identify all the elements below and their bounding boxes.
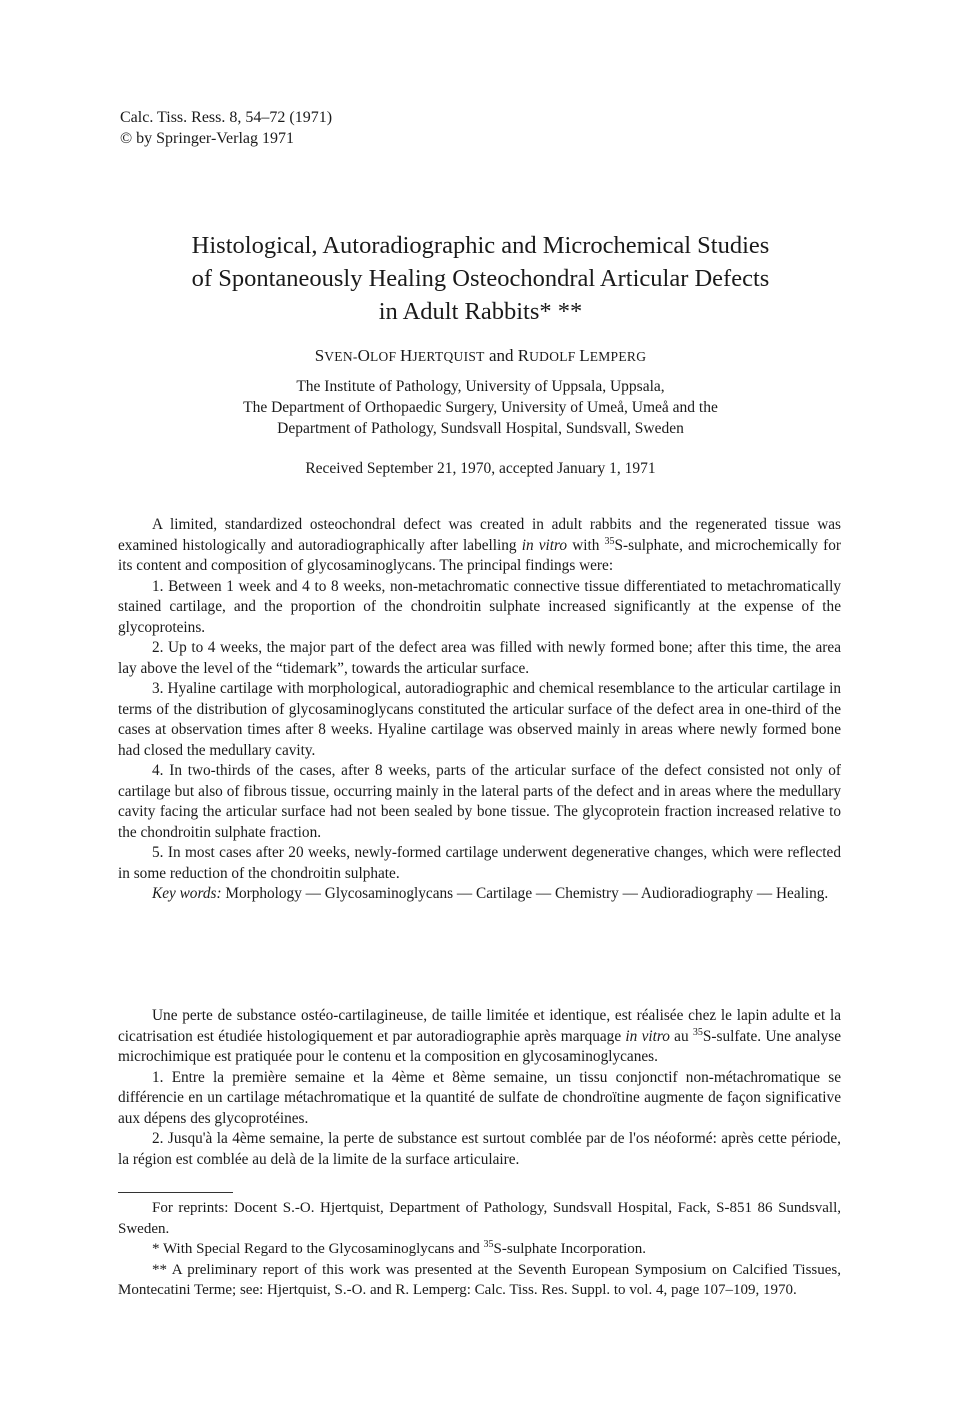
title-line-2: of Spontaneously Healing Osteochondral Articular Defects bbox=[191, 265, 770, 292]
author-1-first: VEN- bbox=[324, 349, 358, 364]
intro-text-a: A limited, standardized osteochondral defect was created in adult rabbits and the regenerated tissue was examined histologically and autoradiographically after labelling bbox=[118, 516, 841, 554]
finding-4: 4. In two-thirds of the cases, after 8 weeks, parts of the articular surface of the defect consisted not only of cartilage but also of fibrous tissue, occurring mainly in the lateral parts of the defect and in areas where the medullary cavity facing the articular surface had not been sealed by bone tissue. The glycoprotein fraction increased relative to the chondroitin sulphate fraction. bbox=[118, 762, 841, 841]
received-dates: Received September 21, 1970, accepted January 1, 1971 bbox=[305, 460, 656, 477]
footnote-superscript: 35 bbox=[483, 1239, 494, 1250]
finding-5: 5. In most cases after 20 weeks, newly-formed cartilage underwent degenerative changes, which were reflected in some reduction of the chondroitin sulphate. bbox=[118, 844, 841, 882]
key-words-label: Key words: bbox=[152, 885, 222, 902]
author-line bbox=[110, 346, 851, 366]
abstract-french bbox=[118, 1006, 841, 1170]
resume-isotope-superscript: 35 bbox=[692, 1026, 703, 1038]
author-conjunction: and bbox=[484, 346, 518, 365]
resume-intro bbox=[118, 1006, 841, 1068]
intro-italic: in vitro bbox=[521, 536, 568, 554]
isotope-superscript: 35 bbox=[604, 535, 615, 547]
author-2-first: UDOLF bbox=[529, 349, 580, 364]
finding-3: 3. Hyaline cartilage with morphological, autoradiographic and chemical resemblance to the articular cartilage in terms of the distribution of glycosaminoglycans constituted the articular surface of the defect area in one-third of the cases at observation times after 8 weeks. Hyaline cartilage was observed mainly in areas where newly formed bone had closed the medullary cavity. bbox=[118, 680, 841, 759]
affiliations bbox=[110, 376, 851, 439]
affiliation-line-2: The Department of Orthopaedic Surgery, University of Umeå, Umeå and the bbox=[243, 399, 718, 416]
abstract-english bbox=[118, 515, 841, 905]
author-1-mid-initial: O bbox=[357, 346, 370, 365]
abstract-intro bbox=[118, 515, 841, 577]
finding-1: 1. Between 1 week and 4 to 8 weeks, non-metachromatic connective tissue differentiated to metachromatically stained cartilage, and the proportion of the chondroitin sulphate increased significantly at the expense of the glycoproteins. bbox=[118, 577, 841, 636]
resume-point-1: 1. Entre la première semaine et la 4ème et 8ème semaine, un tissu conjonctif non-métachromatique se différencie en un cartilage métachromatique et la quantité de sulfate de chondroïtine augmente de façon significative aux dépens des glycoprotéines. bbox=[118, 1068, 841, 1127]
footnotes bbox=[118, 1198, 841, 1301]
author-1-initial: S bbox=[314, 346, 325, 365]
affiliation-line-3: Department of Pathology, Sundsvall Hospital, Sundsvall, Sweden bbox=[277, 420, 684, 437]
resume-point-2: 2. Jusqu'à la 4ème semaine, la perte de substance est surtout comblée par de l'os néoformé: après cette période, la région est comblée au delà de la limite de la surface articulaire. bbox=[118, 1130, 841, 1168]
reprints-note: For reprints: Docent S.-O. Hjertquist, Department of Pathology, Sundsvall Hospital, Fack, S-851 86 Sundsvall, Sweden. bbox=[118, 1200, 841, 1237]
footnote-double-star: ** A preliminary report of this work was presented at the Seventh European Symposium on Calcified Tissues, Montecatini Terme; see: Hjertquist, S.-O. and R. Lemperg: Calc. Tiss. Res. Suppl. to vol. 4, page 107–109, 1970. bbox=[118, 1261, 841, 1298]
author-1-last-initial: H bbox=[400, 346, 413, 365]
author-1-mid: LOF bbox=[369, 349, 401, 364]
footnote-star bbox=[118, 1239, 841, 1260]
footnote-star-text-a: * With Special Regard to the Glycosaminoglycans and bbox=[152, 1241, 484, 1257]
finding-2: 2. Up to 4 weeks, the major part of the defect area was filled with newly formed bone; after this time, the area lay above the level of the “tidemark”, towards the articular surface. bbox=[118, 639, 841, 677]
author-2-initial: R bbox=[517, 346, 530, 365]
journal-citation: Calc. Tiss. Ress. 8, 54–72 (1971) bbox=[120, 109, 333, 126]
resume-text-a: Une perte de substance ostéo-cartilagineuse, de taille limitée et identique, est réalisée chez le lapin adulte et la cicatrisation est étudiée histologiquement et par autoradiographie après marquage bbox=[118, 1007, 841, 1045]
footnote-rule bbox=[118, 1192, 233, 1193]
intro-text-b: with bbox=[567, 536, 605, 554]
title-line-3: in Adult Rabbits* ** bbox=[378, 298, 583, 325]
resume-text-b: au bbox=[669, 1027, 693, 1045]
intro-text-c: S-sulphate, and microchemically for its content and composition of glycosaminoglycans. The principal findings were: bbox=[118, 536, 842, 574]
copyright-line: © by Springer-Verlag 1971 bbox=[120, 130, 295, 147]
key-words-text: Morphology — Glycosaminoglycans — Cartilage — Chemistry — Audioradiography — Healing. bbox=[221, 885, 829, 902]
resume-italic: in vitro bbox=[625, 1027, 670, 1045]
article-title bbox=[110, 229, 851, 328]
affiliation-line-1: The Institute of Pathology, University of Uppsala, Uppsala, bbox=[296, 378, 665, 395]
journal-header bbox=[120, 107, 332, 149]
author-1-last: JERTQUIST bbox=[412, 349, 485, 364]
footnote-star-text-b: S-sulphate Incorporation. bbox=[493, 1241, 647, 1257]
author-2-last: EMPERG bbox=[589, 349, 647, 364]
resume-text-c: S-sulfate. Une analyse microchimique est pratiquée pour le contenu et la composition en glycosaminoglycanes. bbox=[118, 1027, 842, 1065]
title-line-1: Histological, Autoradiographic and Microchemical Studies bbox=[191, 232, 770, 259]
key-words bbox=[118, 884, 841, 905]
author-2-last-initial: L bbox=[579, 346, 590, 365]
